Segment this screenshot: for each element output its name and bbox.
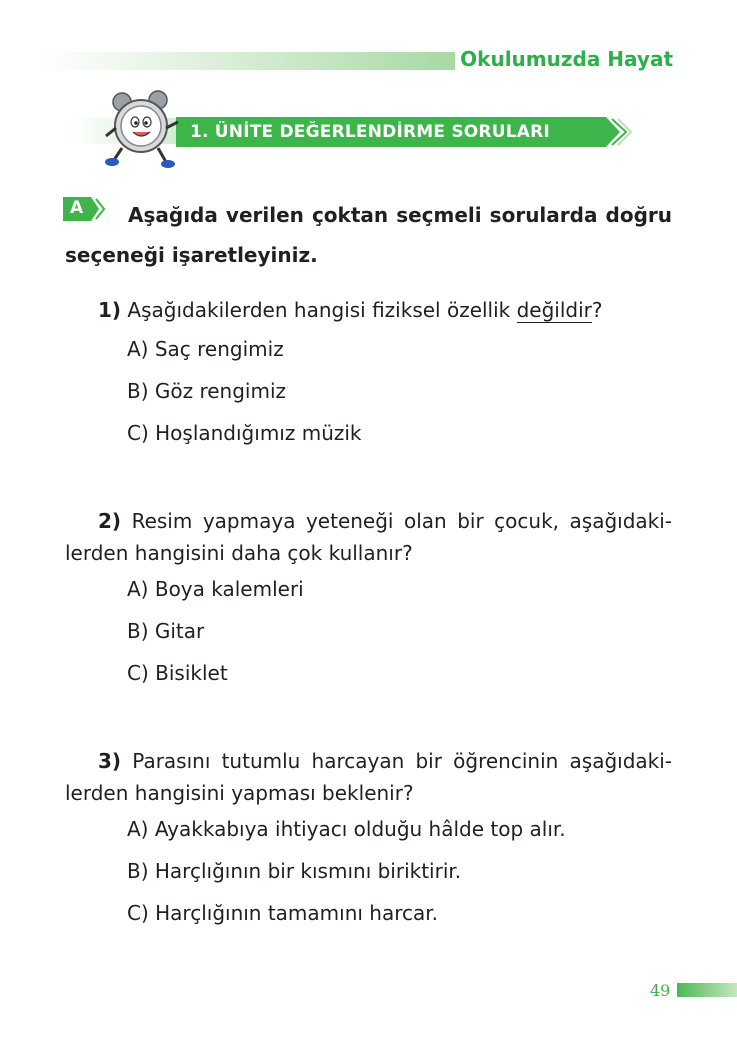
book-title: Okulumuzda Hayat bbox=[460, 47, 673, 71]
question-2-stem bbox=[65, 505, 672, 569]
question-text: Aşağıdakilerden hangisi fiziksel özellik bbox=[127, 298, 517, 322]
question-1-stem bbox=[65, 294, 672, 326]
page-number: 49 bbox=[650, 981, 671, 1000]
emphasized-word: değildir bbox=[516, 298, 592, 322]
section-instruction: Aşağıda verilen çoktan seçmeli sorularda doğru seçeneği işaretleyiniz. bbox=[65, 203, 672, 267]
question-number: 1) bbox=[98, 298, 122, 322]
question-3 bbox=[65, 745, 673, 925]
option-c[interactable]: C) Harçlığının tamamını harcar. bbox=[127, 901, 439, 925]
option-c[interactable]: C) Bisiklet bbox=[127, 661, 228, 685]
question-text: Resim yapmaya yeteneği olan bir çocuk, aşağıdaki-lerden hangisini daha çok kullanır? bbox=[65, 509, 673, 565]
question-mark: ? bbox=[591, 298, 603, 322]
question-number: 3) bbox=[98, 749, 122, 773]
question-text: Parasını tutumlu harcayan bir öğrencinin aşağıdaki-lerden hangisini yapması beklenir? bbox=[65, 749, 673, 805]
header-decor-bar bbox=[40, 52, 455, 70]
option-a[interactable]: A) Saç rengimiz bbox=[127, 337, 284, 361]
option-c[interactable]: C) Hoşlandığımız müzik bbox=[127, 421, 362, 445]
question-2 bbox=[65, 505, 673, 685]
running-clock-mascot-icon bbox=[100, 88, 186, 168]
question-3-stem bbox=[65, 745, 672, 809]
option-b[interactable]: B) Göz rengimiz bbox=[127, 379, 287, 403]
option-b[interactable]: B) Gitar bbox=[127, 619, 205, 643]
question-1 bbox=[65, 294, 672, 445]
unit-title-banner bbox=[176, 117, 632, 147]
unit-title: 1. ÜNİTE DEĞERLENDİRME SORULARI bbox=[190, 122, 550, 142]
option-b[interactable]: B) Harçlığının bir kısmını biriktirir. bbox=[127, 859, 462, 883]
footer-decor-bar bbox=[677, 983, 737, 997]
option-a[interactable]: A) Boya kalemleri bbox=[127, 577, 304, 601]
question-number: 2) bbox=[98, 509, 122, 533]
option-a[interactable]: A) Ayakkabıya ihtiyacı olduğu hâlde top alır. bbox=[127, 817, 566, 841]
section-letter: A bbox=[70, 198, 84, 218]
